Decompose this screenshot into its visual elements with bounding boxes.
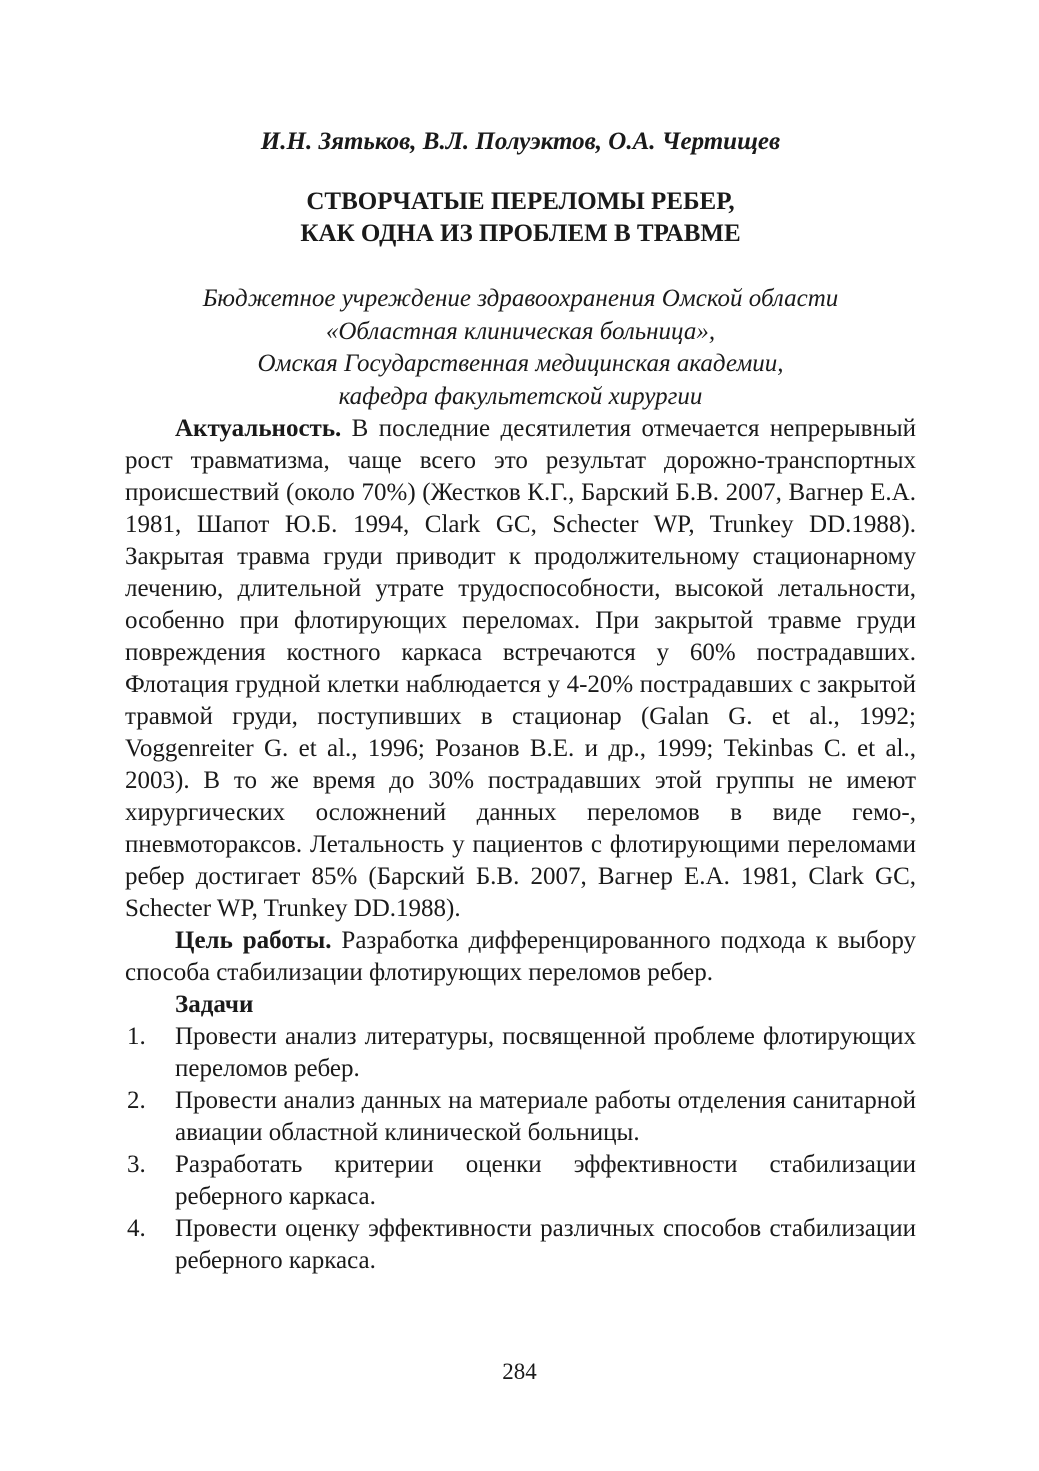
title-line-2: КАК ОДНА ИЗ ПРОБЛЕМ В ТРАВМЕ (300, 220, 741, 247)
list-item (125, 1021, 916, 1085)
goal-paragraph (125, 925, 916, 989)
affiliation-line: Бюджетное учреждение здравоохранения Омской области (202, 285, 839, 312)
article-body (125, 413, 916, 1277)
affiliation-line: кафедра факультетской хирургии (338, 382, 703, 410)
list-item-number: 4. (127, 1215, 146, 1242)
list-item (125, 1213, 916, 1277)
affiliation-line: Омская Государственная медицинская академии, (257, 350, 784, 377)
list-item-text: Провести оценку эффективности различных способов стабилизации реберного каркаса. (175, 1215, 916, 1274)
affiliation (125, 283, 916, 413)
relevance-paragraph (125, 413, 916, 925)
page-content (125, 118, 916, 1277)
relevance-text: В последние десятилетия отмечается непрерывный рост травматизма, чаще всего это результат дорожно-транспортных происшествий (около 70%) (Жестков К.Г., Барский Б.В. 2007, Вагнер Е.А. 1981, Шапот Ю.Б. 1994, Clark GC, Schecter WP, Trunkey DD.1988). Закрытая травма груди приводит к продолжительному стационарному лечению, длительной утрате трудоспособности, высокой летальности, особенно при флотирующих переломах. При закрытой травме груди повреждения костного каркаса встречаются у 60% пострадавших. Флотация грудной клетки наблюдается у 4-20% пострадавших с закрытой травмой груди, поступивших в стационар (Galan G. et al., 1992; Voggenreiter G. et al., 1996; Розанов В.Е. и др., 1999; Tekinbas C. et al., 2003). В то же время до 30% пострадавших этой группы не имеют хирургических осложнений данных переломов в виде гемо-, пневмотораксов. Летальность у пациентов с флотирующими переломами ребер достигает 85% (Барский Б.В. 2007, Вагнер Е.А. 1981, Clark GC, Schecter WP, Trunkey DD.1988). (125, 415, 916, 922)
list-item-number: 1. (127, 1023, 146, 1050)
tasks-heading: Задачи (175, 991, 254, 1018)
list-item-text: Разработать критерии оценки эффективности стабилизации реберного каркаса. (175, 1151, 916, 1210)
list-item (125, 1085, 916, 1149)
affiliation-line: «Областная клиническая больница», (325, 317, 716, 345)
article-title (125, 186, 916, 250)
goal-text: Разработка дифференцированного подхода к выбору способа стабилизации флотирующих переломов ребер. (125, 927, 916, 986)
goal-heading: Цель работы. (175, 927, 332, 954)
relevance-heading: Актуальность. (175, 415, 342, 442)
list-item-text: Провести анализ данных на материале работы отделения санитарной авиации областной клинической больницы. (175, 1087, 916, 1146)
list-item-number: 2. (127, 1087, 146, 1114)
list-item (125, 1149, 916, 1213)
authors: И.Н. Зятьков, В.Л. Полуэктов, О.А. Чертищев (260, 128, 781, 155)
list-item-text: Провести анализ литературы, посвященной проблеме флотирующих переломов ребер. (175, 1023, 916, 1082)
list-item-number: 3. (127, 1151, 146, 1178)
page-number: 284 (502, 1359, 537, 1384)
tasks-list (125, 1021, 916, 1277)
title-line-1: СТВОРЧАТЫЕ ПЕРЕЛОМЫ РЕБЕР, (306, 188, 735, 215)
